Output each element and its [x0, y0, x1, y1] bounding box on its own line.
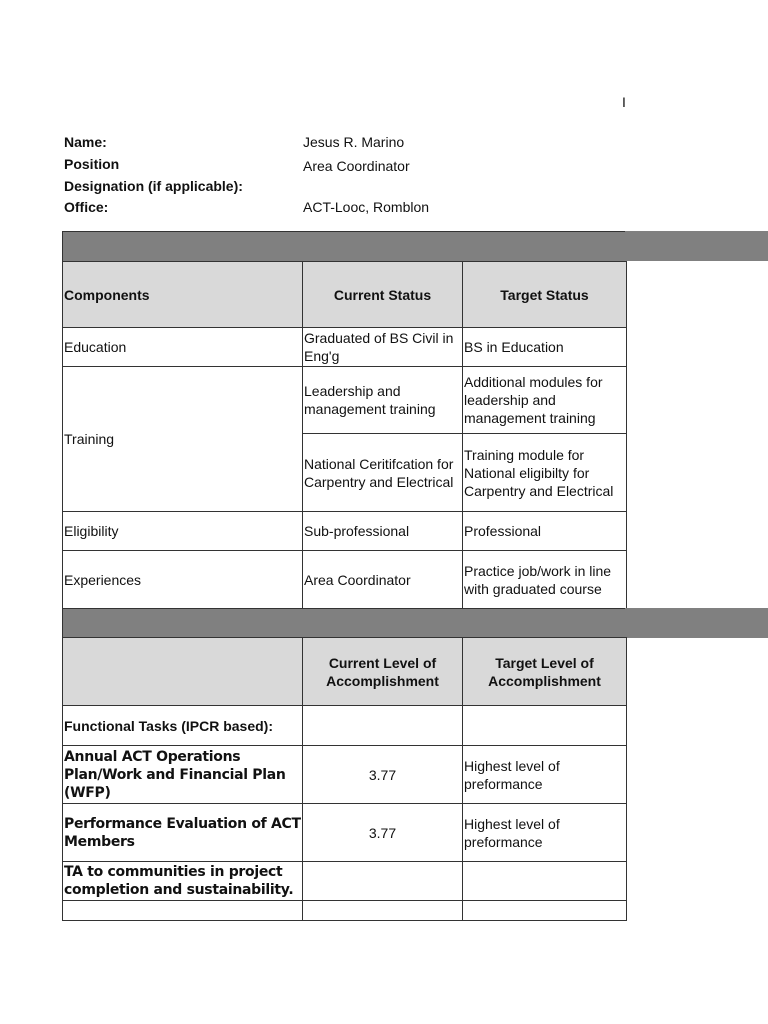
- eligibility-current: Sub-professional: [303, 512, 463, 551]
- header-blank: [63, 638, 303, 706]
- name-label: Name:: [64, 134, 107, 150]
- functional-tasks-label: Functional Tasks (IPCR based):: [63, 706, 303, 746]
- section-band-border: [62, 231, 625, 261]
- training-target-2: Training module for National eligibilty for Carpentry and Electrical: [463, 434, 627, 512]
- experiences-target: Practice job/work in line with graduated course: [463, 551, 627, 609]
- eligibility-target: Professional: [463, 512, 627, 551]
- training-target-1: Additional modules for leadership and management training: [463, 367, 627, 434]
- task-current-level: 3.77: [303, 746, 463, 804]
- task-name: TA to communities in project completion and sustainability.: [63, 862, 303, 901]
- table-row: [63, 901, 627, 921]
- table-row: [63, 551, 627, 609]
- empty-cell: [303, 901, 463, 921]
- table-row: [63, 706, 627, 746]
- table-row: [63, 804, 627, 862]
- table-row: [63, 746, 627, 804]
- position-value: Area Coordinator: [303, 158, 410, 174]
- empty-cell: [303, 706, 463, 746]
- task-name: Annual ACT Operations Plan/Work and Financial Plan (WFP): [63, 746, 303, 804]
- table-row: [63, 862, 627, 901]
- task-target-level: [463, 862, 627, 901]
- accomplishment-table: [62, 637, 627, 921]
- task-target-level: Highest level of preformance: [463, 804, 627, 862]
- component-education: Education: [63, 328, 303, 367]
- empty-cell: [463, 901, 627, 921]
- designation-label: Designation (if applicable):: [64, 178, 243, 194]
- component-training: Training: [63, 367, 303, 512]
- corner-mark: I: [622, 94, 626, 110]
- table-row: [63, 328, 627, 367]
- task-current-level: [303, 862, 463, 901]
- training-current-2: National Ceritifcation for Carpentry and Electrical: [303, 434, 463, 512]
- table-header-row: [63, 638, 627, 706]
- name-value: Jesus R. Marino: [303, 134, 405, 150]
- header-target-status: Target Status: [463, 262, 627, 328]
- office-value: ACT-Looc, Romblon: [303, 199, 430, 215]
- table-header-row: [63, 262, 627, 328]
- header-current-level: Current Level of Accomplishment: [303, 638, 463, 706]
- table-row: [63, 367, 627, 434]
- task-target-level: Highest level of preformance: [463, 746, 627, 804]
- qualifications-table: [62, 261, 627, 609]
- task-name: Performance Evaluation of ACT Members: [63, 804, 303, 862]
- table-row: [63, 512, 627, 551]
- education-target: BS in Education: [463, 328, 627, 367]
- component-experiences: Experiences: [63, 551, 303, 609]
- education-current: Graduated of BS Civil in Eng'g: [303, 328, 463, 367]
- office-label: Office:: [64, 199, 109, 215]
- section-band-border: [62, 608, 625, 638]
- header-components: Components: [63, 262, 303, 328]
- experiences-current: Area Coordinator: [303, 551, 463, 609]
- component-eligibility: Eligibility: [63, 512, 303, 551]
- header-current-status: Current Status: [303, 262, 463, 328]
- empty-cell: [463, 706, 627, 746]
- position-label: Position: [64, 156, 120, 172]
- training-current-1: Leadership and management training: [303, 367, 463, 434]
- task-current-level: 3.77: [303, 804, 463, 862]
- empty-cell: [63, 901, 303, 921]
- header-target-level: Target Level of Accomplishment: [463, 638, 627, 706]
